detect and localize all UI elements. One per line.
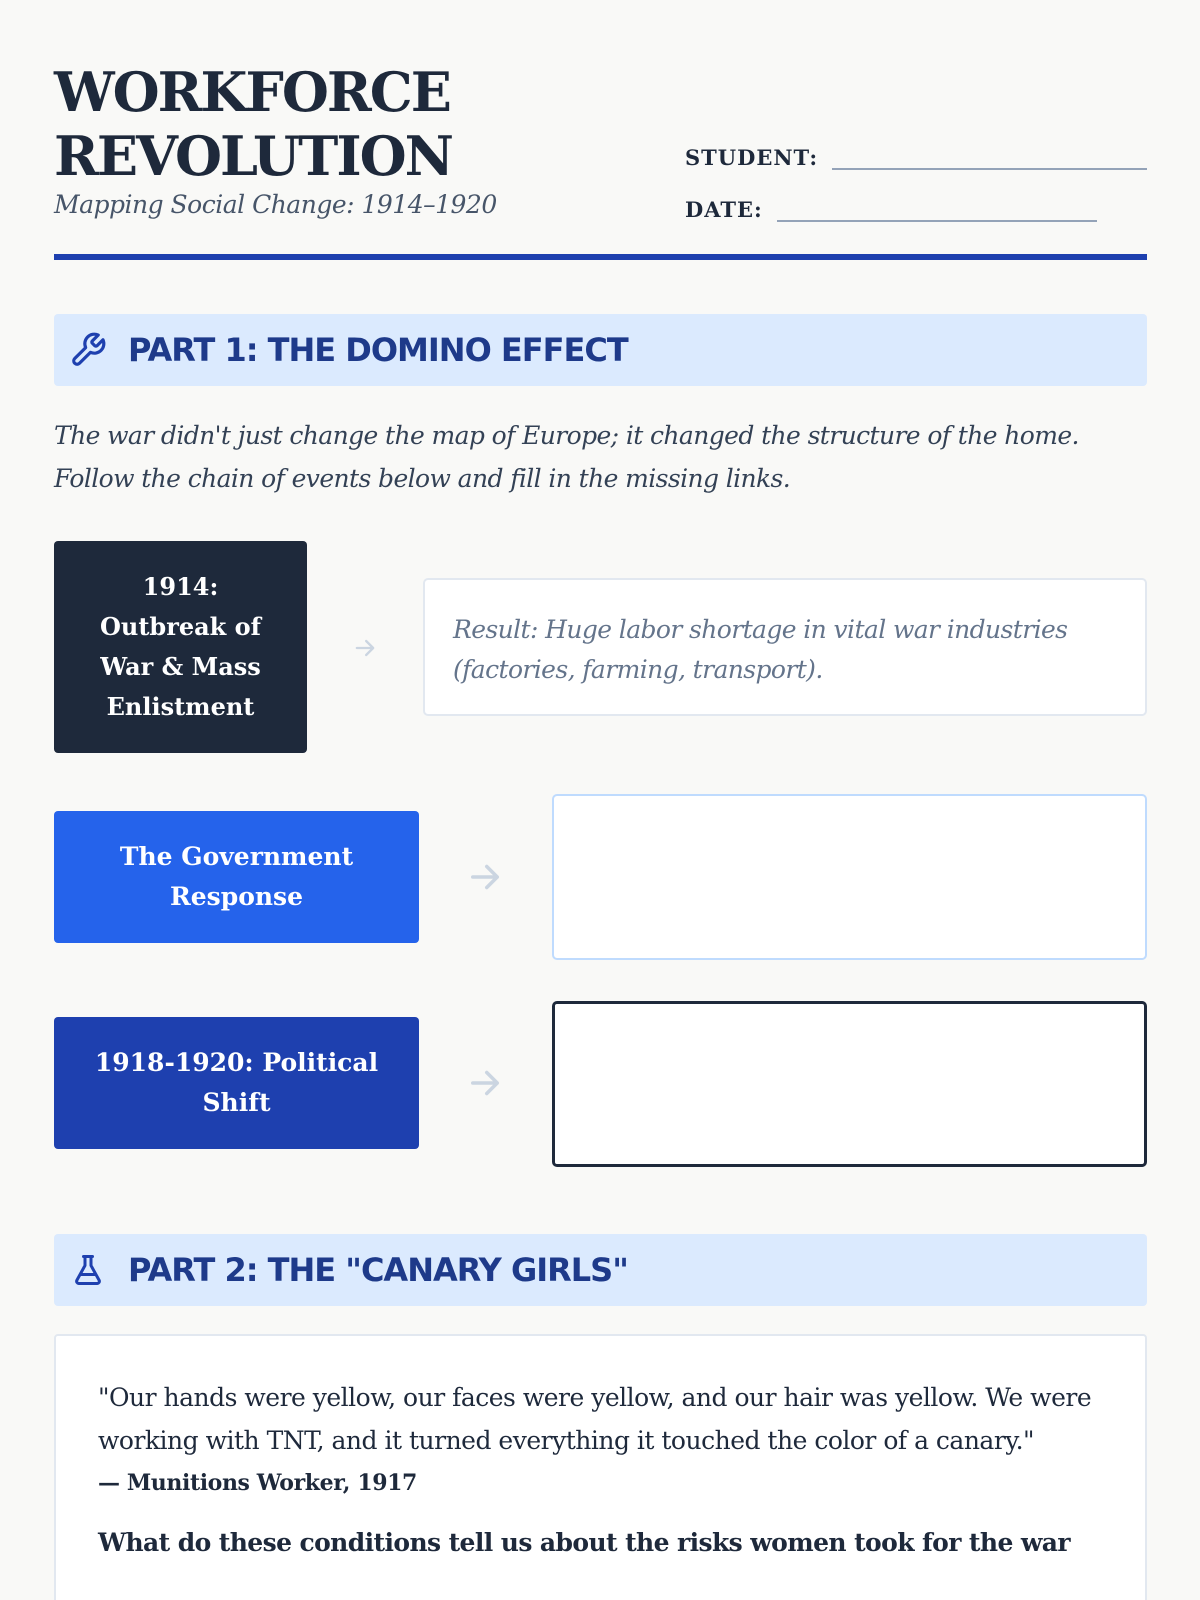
title-line-1: WORKFORCE — [54, 60, 450, 124]
worksheet-header — [54, 60, 1147, 260]
student-row — [685, 140, 1147, 170]
title-line-2: REVOLUTION — [54, 124, 452, 188]
chain-cause-2: The Government Response — [54, 811, 419, 943]
part1-intro: The war didn't just change the map of Europe; it changed the structure of the home. Follow the chain of events below and fill in the missing links. — [54, 421, 1079, 493]
arrow-right-icon — [464, 1062, 506, 1108]
quote-attribution: — Munitions Worker, 1917 — [98, 1470, 417, 1496]
flask-icon — [68, 1250, 108, 1290]
student-name-field[interactable] — [832, 148, 1147, 170]
quote-text: "Our hands were yellow, our faces were yellow, and our hair was yellow. We were working with TNT, and it turned everything it touched the color of a canary." — [98, 1383, 1092, 1455]
part1-header — [54, 314, 1147, 386]
quote-card — [54, 1334, 1147, 1600]
arrow-right-icon — [351, 634, 379, 666]
student-label: STUDENT: — [685, 145, 819, 170]
date-field[interactable] — [777, 200, 1097, 222]
wrench-icon — [68, 330, 108, 370]
date-label: DATE: — [685, 197, 763, 222]
part2-title: PART 2: THE "CANARY GIRLS" — [128, 1251, 628, 1289]
chain-answer-box-3[interactable] — [552, 1001, 1147, 1167]
part2-header — [54, 1234, 1147, 1306]
student-info — [685, 140, 1147, 222]
chain-answer-box-2[interactable] — [552, 794, 1147, 960]
header-divider — [54, 254, 1147, 260]
question-prompt: What do these conditions tell us about the risks women took for the war — [98, 1528, 1070, 1557]
part1-title: PART 1: THE DOMINO EFFECT — [128, 331, 628, 369]
chain-result-1: Result: Huge labor shortage in vital war industries (factories, farming, transport). — [423, 578, 1147, 716]
chain-cause-3: 1918-1920: Political Shift — [54, 1017, 419, 1149]
page-subtitle: Mapping Social Change: 1914–1920 — [54, 190, 497, 219]
date-row — [685, 192, 1147, 222]
arrow-right-icon — [464, 856, 506, 902]
chain-cause-1: 1914: Outbreak of War & Mass Enlistment — [54, 541, 307, 753]
